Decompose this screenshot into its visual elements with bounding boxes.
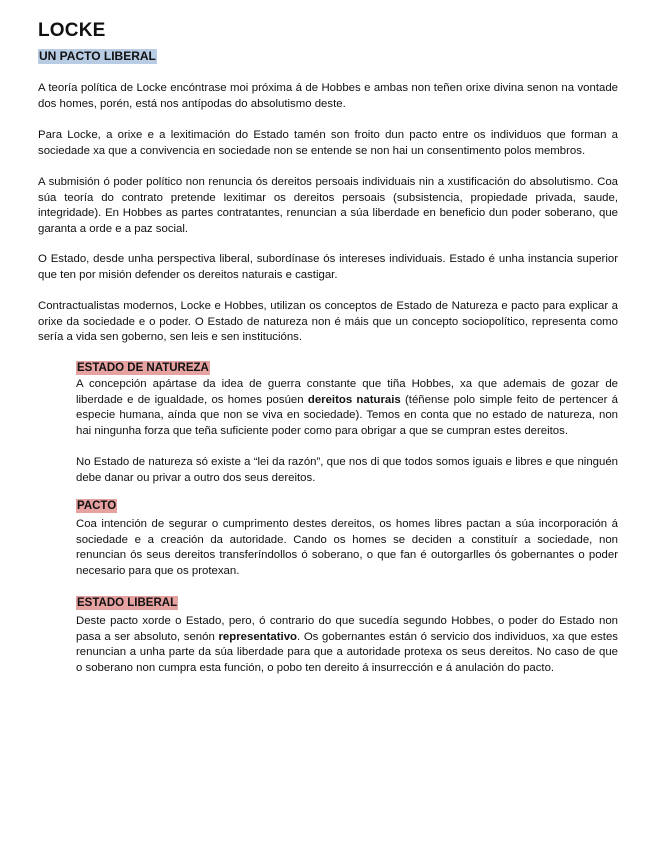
paragraph-natureza-2: No Estado de natureza só existe a “lei da razón”, que nos di que todos somos iguais e libres e que ninguén debe danar ou privar a outro dos seus dereitos. [76,456,618,484]
paragraph-state: O Estado, desde unha perspectiva liberal, subordínase ós intereses individuais. Estado é unha instancia superior que ten por misión defender os dereitos naturais e castigar. [38,253,618,281]
paragraph-pacto: Coa intención de segurar o cumprimento destes dereitos, os homes libres pactan a súa incorporación á sociedade e a creación da autoridade. Cando os homes se deciden a constituír a sociedade, non renuncian ós seus dereitos transferíndollos ó soberano, o que fan é outorgarlles ós gobernantes o poder necesario para que os protexan. [76,518,618,577]
section-heading-liberal: ESTADO LIBERAL [77,597,178,609]
paragraph-intro: A teoría política de Locke encóntrase moi próxima á de Hobbes e ambas non teñen orixe divina senon na vontade dos homes, porén, está nos antípodas do absolutismo deste. [38,82,618,110]
page-subtitle: UN PACTO LIBERAL [39,49,156,63]
paragraph-contractualists: Contractualistas modernos, Locke e Hobbes, utilizan os conceptos de Estado de Natureza e pacto para explicar a orixe da sociedade e o poder. O Estado de natureza non é máis que un concepto sociopolítico, representa como sería a vida sen goberno, sen leis e sen institucións. [38,300,618,344]
paragraph-submission: A submisión ó poder político non renuncia ós dereitos persoais individuais nin a xustificación do absolutismo. Coa súa teoría do contrato pretende lexitimar os dereitos persoais (subsistencia, propiedade privada, saude, integridade). En Hobbes as partes contratantes, renuncian a súa liberdade en beneficio dun poder soberano, que garanta a orde e a paz social. [38,176,618,235]
section-heading-natureza: ESTADO DE NATUREZA [77,362,209,374]
paragraph-liberal: Deste pacto xorde o Estado, pero, ó contrario do que sucedía segundo Hobbes, o poder do Estado non pasa a ser absoluto, senón representativo. Os gobernantes están ó servicio dos individuos, xa que estes renuncian a unha parte da súa liberdade para que a autoridade protexa os seus dereitos. No caso de que o soberano non cumpra esta función, o pobo ten dereito á insurrección e á anulación do pacto. [76,615,618,674]
bold-representativo: representativo [218,630,297,643]
bold-dereitos-naturais: dereitos naturais [307,393,401,406]
page-title: LOCKE [38,20,106,41]
section-heading-pacto: PACTO [77,500,117,512]
paragraph-origin: Para Locke, a orixe e a lexitimación do Estado tamén son froito dun pacto entre os individuos que forman a sociedade xa que a convivencia en sociedade non se entende se non hai un consentimento polos membros. [38,129,618,157]
paragraph-natureza-1: A concepción apártase da idea de guerra constante que tiña Hobbes, xa que ademais de gozar de liberdade e de igualdade, os homes posúen dereitos naturais (téñense polo simple feito de pertencer á especie humana, aínda que non se viva en sociedade). Temos en conta que no estado de natureza, non hai ningunha forza que teña suficiente poder como para obrigar a que se cumpran estes dereitos. [76,378,619,437]
